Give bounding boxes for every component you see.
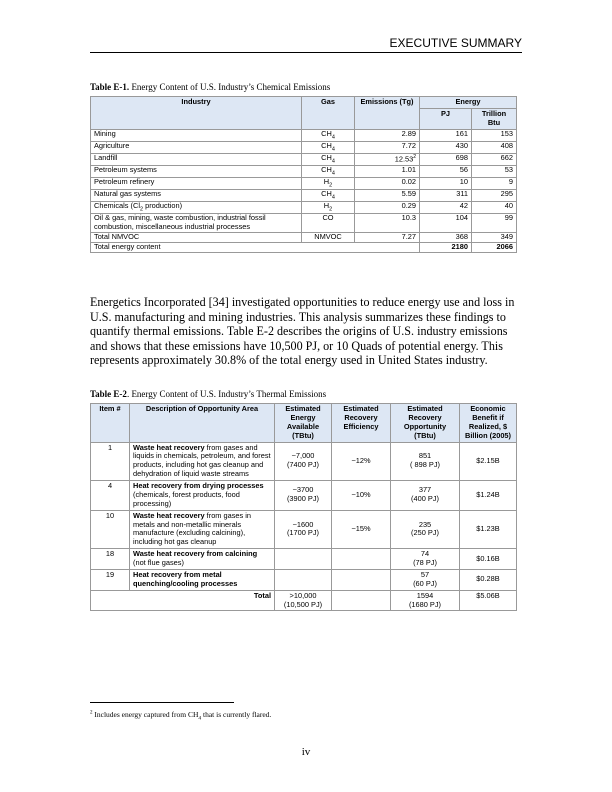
total-available: >10,000 — [289, 590, 317, 600]
btu-cell: 9 — [472, 177, 517, 189]
pj-cell: 161 — [420, 129, 472, 141]
emissions-value: 5.59 — [401, 188, 416, 198]
emissions-cell — [355, 129, 420, 141]
desc-cell — [130, 549, 275, 570]
table2-caption — [90, 389, 326, 399]
pj-cell: 311 — [420, 189, 472, 201]
table1-row — [91, 177, 517, 189]
opportunity-pj: (250 PJ) — [411, 528, 439, 538]
table1-caption — [90, 82, 330, 92]
emissions-value: 0.29 — [401, 201, 416, 210]
desc-cell — [130, 481, 275, 511]
emissions-value: 2.89 — [401, 128, 416, 138]
pj-cell: 104 — [420, 214, 472, 233]
item-cell: 18 — [91, 549, 130, 570]
total-label: Total — [91, 590, 275, 611]
opportunity-value: 235 — [418, 519, 432, 529]
t1-header-gas: Gas — [302, 97, 355, 130]
table2-row — [91, 549, 517, 570]
desc-bold: Heat recovery from drying processes — [133, 481, 264, 490]
available-pj: (3900 PJ) — [286, 494, 320, 504]
footnote-text-before: Includes energy captured from CH — [92, 710, 199, 719]
pj-cell: 42 — [420, 202, 472, 214]
item-cell: 4 — [91, 481, 130, 511]
efficiency-cell: ~12% — [332, 442, 391, 481]
opportunity-cell — [391, 569, 460, 590]
opportunity-value: 57 — [420, 569, 430, 579]
desc-rest: (not flue gases) — [133, 558, 184, 567]
industry-cell: Total NMVOC — [91, 232, 302, 242]
gas-cell: CO — [302, 214, 355, 233]
opportunity-value: 377 — [418, 485, 432, 495]
available-cell — [275, 481, 332, 511]
desc-bold: Waste heat recovery — [133, 510, 205, 520]
total-btu: 2066 — [472, 242, 517, 252]
pj-cell: 430 — [420, 141, 472, 153]
table1-caption-label: Table E-1. — [90, 82, 130, 92]
footnote-sub: 4 — [198, 715, 202, 722]
industry-cell: Petroleum refinery — [91, 177, 302, 189]
table1-row — [91, 141, 517, 153]
emissions-cell — [355, 214, 420, 233]
page-number: iv — [301, 746, 311, 758]
table1-row — [91, 153, 517, 165]
total-benefit: $5.06B — [460, 590, 517, 611]
total-efficiency-cell — [332, 590, 391, 611]
emissions-value: 7.27 — [401, 231, 416, 241]
emissions-cell — [355, 141, 420, 153]
available-value: ~1600 — [292, 519, 314, 529]
benefit-cell: $2.15B — [460, 442, 517, 481]
desc-cell — [130, 442, 275, 481]
total-label: Total energy content — [91, 242, 420, 252]
table2-caption-text: . Energy Content of U.S. Industry’s Thermal Emissions — [126, 389, 327, 399]
opportunity-cell — [391, 442, 460, 481]
desc-bold: Waste heat recovery — [133, 442, 205, 452]
available-pj: (7400 PJ) — [286, 460, 320, 470]
gas-cell: $CH_4$ — [302, 129, 355, 141]
emissions-cell — [355, 232, 420, 242]
pj-cell: 368 — [420, 232, 472, 242]
table1 — [90, 96, 517, 253]
emissions-cell — [355, 189, 420, 201]
desc-cell — [130, 510, 275, 549]
benefit-cell: $1.23B — [460, 510, 517, 549]
table2-row — [91, 442, 517, 481]
t2-header-efficiency: Estimated Recovery Efficiency — [332, 404, 391, 443]
t2-header-benefit: Economic Benefit if Realized, $ Billion (2005) — [460, 404, 517, 443]
footnote-rule — [90, 702, 234, 703]
efficiency-cell: ~10% — [332, 481, 391, 511]
btu-cell: 53 — [472, 165, 517, 177]
opportunity-cell — [391, 481, 460, 511]
t2-header-available: Estimated Energy Available (TBtu) — [275, 404, 332, 443]
table1-row — [91, 189, 517, 201]
emissions-cell — [355, 202, 420, 214]
emissions-cell — [355, 153, 420, 165]
gas-cell: $H_2$ — [302, 177, 355, 189]
t2-header-desc: Description of Opportunity Area — [130, 404, 275, 443]
total-available-pj: (10,500 PJ) — [283, 599, 323, 609]
opportunity-cell — [391, 549, 460, 570]
industry-cell: Natural gas systems — [91, 189, 302, 201]
total-opportunity-cell — [391, 590, 460, 611]
industry-cell: Agriculture — [91, 141, 302, 153]
efficiency-cell — [332, 569, 391, 590]
available-cell — [275, 549, 332, 570]
emissions-value: 1.01 — [401, 164, 416, 174]
industry-cell: Petroleum systems — [91, 165, 302, 177]
btu-cell: 408 — [472, 141, 517, 153]
opportunity-value: 851 — [418, 451, 432, 461]
emissions-value: 0.02 — [401, 176, 416, 186]
table2 — [90, 403, 517, 611]
t1-header-industry: Industry — [91, 97, 302, 130]
emissions-cell — [355, 177, 420, 189]
t2-header-opportunity: Estimated Recovery Opportunity (TBtu) — [391, 404, 460, 443]
gas-cell: NMVOC — [302, 232, 355, 242]
footnote — [90, 710, 271, 722]
gas-cell: $CH_4$ — [302, 141, 355, 153]
desc-rest: from gases in metals and non-metallic minerals manufacture (excluding calcining), including hot gas cleanup — [133, 510, 252, 547]
table1-body — [91, 129, 517, 252]
opportunity-pj: (78 PJ) — [413, 558, 437, 567]
emissions-value: 10.3 — [401, 213, 416, 223]
pj-cell: 56 — [420, 165, 472, 177]
total-opportunity: 1594 — [416, 590, 434, 600]
available-value: ~3700 — [292, 485, 314, 495]
available-value: ~7,000 — [291, 451, 315, 461]
opportunity-pj: (60 PJ) — [413, 578, 437, 588]
btu-cell: 99 — [472, 214, 517, 233]
efficiency-cell: ~15% — [332, 510, 391, 549]
t1-header-energy: Energy — [420, 97, 517, 109]
t1-header-emissions: Emissions (Tg) — [355, 97, 420, 130]
btu-cell: 295 — [472, 189, 517, 201]
total-pj: 2180 — [420, 242, 472, 252]
opportunity-cell — [391, 510, 460, 549]
table1-total-row — [91, 242, 517, 252]
emissions-cell — [355, 165, 420, 177]
table1-row — [91, 165, 517, 177]
pj-cell: 10 — [420, 177, 472, 189]
desc-rest: from gases and liquids in chemicals, petroleum, and forest products, including hot gas cleanup and dehydration of liquid waste streams — [133, 442, 271, 479]
gas-cell: $CH_4$ — [302, 153, 355, 165]
table1-row — [91, 232, 517, 242]
table1-row — [91, 214, 517, 233]
opportunity-value: 74 — [420, 549, 430, 559]
industry-cell: Landfill — [91, 153, 302, 165]
pj-cell: 698 — [420, 153, 472, 165]
industry-cell: Chemicals ($Cl_2$ production) — [91, 202, 302, 214]
emissions-value: 7.72 — [401, 140, 416, 150]
benefit-cell: $0.16B — [460, 549, 517, 570]
gas-cell: $CH_4$ — [302, 165, 355, 177]
efficiency-cell — [332, 549, 391, 570]
table1-row — [91, 129, 517, 141]
footnote-text-after: that is currently flared. — [201, 710, 272, 719]
table2-row — [91, 481, 517, 511]
table1-row — [91, 202, 517, 214]
btu-cell: 349 — [472, 232, 517, 242]
btu-cell: 662 — [472, 153, 517, 165]
t1-header-btu: Trillion Btu — [472, 108, 517, 129]
table1-caption-text: Energy Content of U.S. Industry’s Chemical Emissions — [131, 82, 331, 92]
btu-cell: 40 — [472, 202, 517, 214]
industry-cell: Mining — [91, 129, 302, 141]
emissions-footnote-mark: 2 — [413, 153, 416, 160]
footnote-mark: 2 — [90, 710, 93, 716]
t2-header-item: Item # — [91, 404, 130, 443]
body-paragraph: Energetics Incorporated [34] investigated opportunities to reduce energy use and loss in U.S. manufacturing and mining industries. This analysis summarizes these findings to quantify thermal emissions. Table E-2 describes the origins of U.S. industry emissions and shows that these emissions have 10,500 PJ, or 10 Quads of potential energy. This represents approximately 30.8% of the total energy used in United States industry. — [90, 295, 515, 368]
opportunity-pj: (400 PJ) — [411, 494, 439, 504]
benefit-cell: $0.28B — [460, 569, 517, 590]
btu-cell: 153 — [472, 129, 517, 141]
page-header: EXECUTIVE SUMMARY — [90, 36, 522, 53]
available-cell — [275, 569, 332, 590]
desc-bold: Heat recovery from metal quenching/cooling processes — [133, 569, 238, 588]
table2-caption-label: Table E-2 — [90, 389, 127, 399]
available-pj: (1700 PJ) — [286, 528, 320, 538]
desc-cell — [130, 569, 275, 590]
table2-row — [91, 569, 517, 590]
desc-bold: Waste heat recovery from calcining — [133, 549, 258, 559]
table2-row — [91, 510, 517, 549]
t1-header-pj: PJ — [420, 108, 472, 129]
item-cell: 1 — [91, 442, 130, 481]
total-opportunity-pj: (1680 PJ) — [408, 599, 442, 609]
table2-body — [91, 442, 517, 611]
item-cell: 19 — [91, 569, 130, 590]
opportunity-pj: ( 898 PJ) — [410, 460, 440, 470]
available-cell — [275, 510, 332, 549]
gas-cell: $CH_4$ — [302, 189, 355, 201]
industry-cell: Oil & gas, mining, waste combustion, industrial fossil combustion, miscellaneous industrial processes — [91, 214, 302, 233]
gas-cell: $H_2$ — [302, 202, 355, 214]
table2-total-row — [91, 590, 517, 611]
total-available-cell — [275, 590, 332, 611]
benefit-cell: $1.24B — [460, 481, 517, 511]
item-cell: 10 — [91, 510, 130, 549]
emissions-value: 12.53 — [394, 154, 414, 164]
available-cell — [275, 442, 332, 481]
desc-rest: (chemicals, forest products, food processing) — [133, 489, 240, 508]
